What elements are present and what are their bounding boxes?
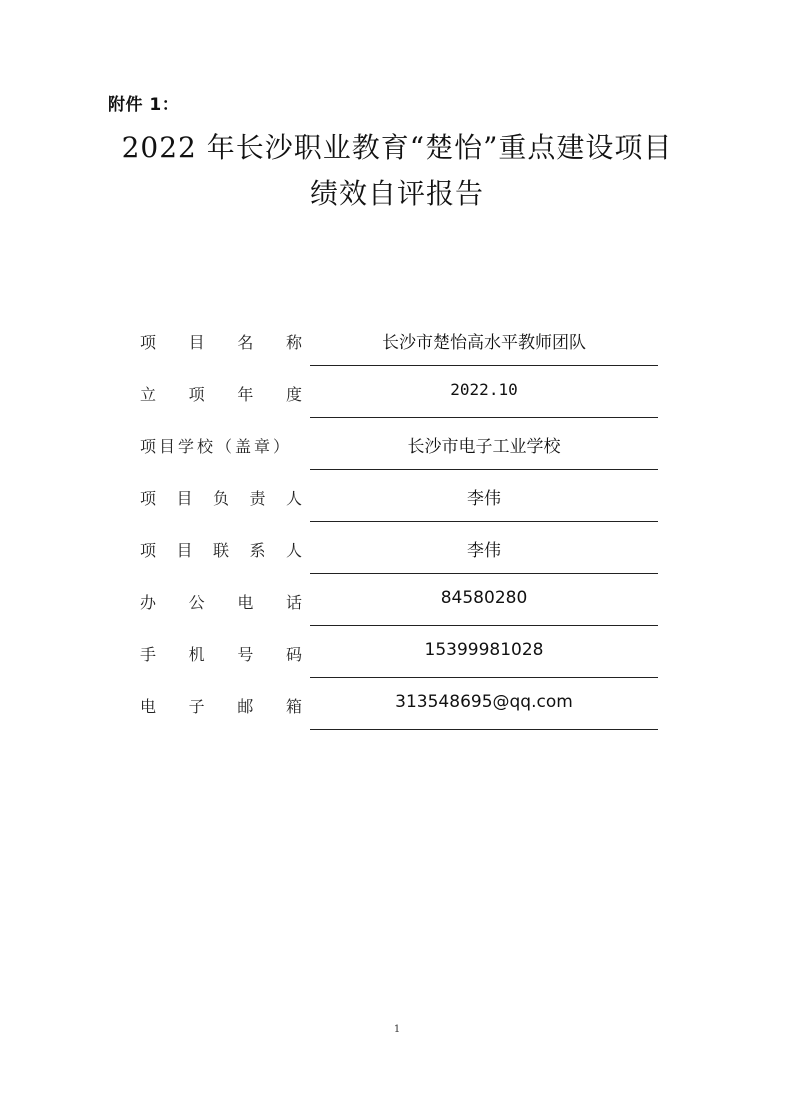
label-char: 办 [140, 593, 157, 612]
label-char: 称 [285, 333, 302, 352]
field-row-project-name [140, 314, 658, 366]
field-row-mobile-phone [140, 626, 658, 678]
field-row-project-school [140, 418, 658, 470]
document-title-line-2: 绩效自评报告 [309, 177, 484, 210]
label-char: 项 [140, 489, 157, 508]
field-label [140, 486, 302, 509]
label-char: 子 [188, 697, 205, 716]
field-label [140, 434, 302, 457]
label-char: 联 [212, 541, 229, 560]
label-char: 话 [285, 593, 302, 612]
field-value-email: 313548695@qq.com [395, 692, 573, 712]
label-text: 项目学校（盖章） [140, 437, 293, 456]
document-title-line-1: 2022 年长沙职业教育“楚怡”重点建设项目 [121, 131, 673, 164]
field-value-project-school: 长沙市电子工业学校 [407, 437, 561, 457]
field-row-email [140, 678, 658, 730]
label-char: 负 [212, 489, 229, 508]
field-value-project-name: 长沙市楚怡高水平教师团队 [382, 333, 586, 353]
project-info-table [140, 314, 658, 730]
label-char: 目 [176, 541, 193, 560]
page-number: 1 [393, 1024, 401, 1035]
label-char: 人 [285, 541, 302, 560]
field-row-project-contact [140, 522, 658, 574]
label-char: 目 [188, 333, 205, 352]
label-char: 手 [140, 645, 157, 664]
label-char: 号 [237, 645, 254, 664]
field-value-office-phone: 84580280 [440, 588, 528, 608]
attachment-label: 附件 1： [108, 95, 180, 115]
field-row-office-phone [140, 574, 658, 626]
label-char: 机 [188, 645, 205, 664]
field-label [140, 694, 302, 717]
label-char: 箱 [285, 697, 302, 716]
field-label [140, 382, 302, 405]
label-char: 责 [249, 489, 266, 508]
field-label [140, 538, 302, 561]
label-char: 公 [188, 593, 205, 612]
field-label [140, 590, 302, 613]
label-char: 名 [237, 333, 254, 352]
field-value-project-year: 2022.10 [450, 380, 518, 399]
label-char: 系 [249, 541, 266, 560]
label-char: 度 [285, 385, 302, 404]
field-row-project-leader [140, 470, 658, 522]
label-char: 电 [140, 697, 157, 716]
label-char: 目 [176, 489, 193, 508]
field-label [140, 330, 302, 353]
field-underline [310, 729, 658, 730]
field-value-project-leader: 李伟 [467, 489, 501, 509]
field-value-mobile-phone: 15399981028 [424, 640, 544, 660]
field-value-project-contact: 李伟 [467, 541, 501, 561]
label-char: 码 [285, 645, 302, 664]
label-char: 项 [140, 333, 157, 352]
label-char: 立 [140, 385, 157, 404]
label-char: 电 [237, 593, 254, 612]
field-label [140, 642, 302, 665]
label-char: 项 [140, 541, 157, 560]
label-char: 项 [188, 385, 205, 404]
label-char: 年 [237, 385, 254, 404]
label-char: 邮 [237, 697, 254, 716]
field-row-project-year [140, 366, 658, 418]
label-char: 人 [285, 489, 302, 508]
